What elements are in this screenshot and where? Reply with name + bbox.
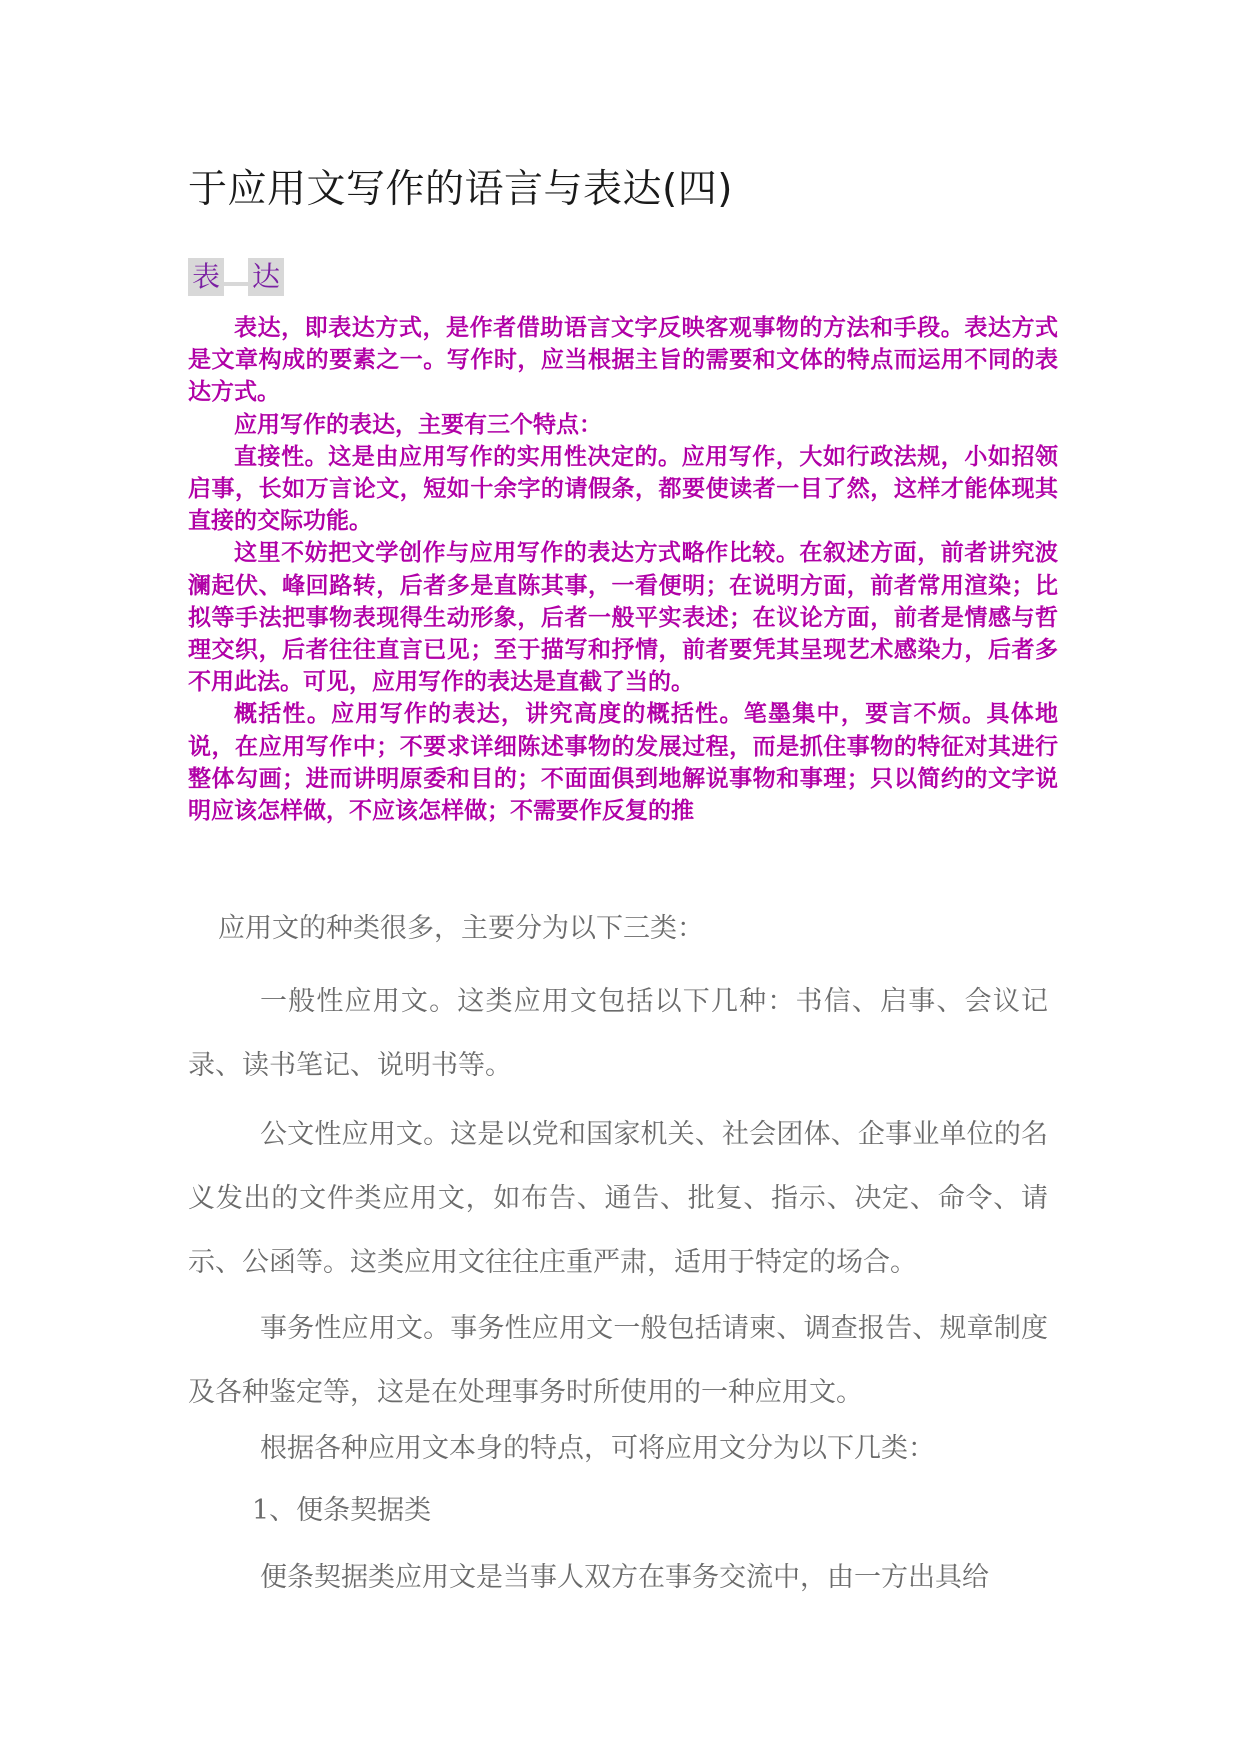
paragraph-affairs-type: 事务性应用文。事务性应用文一般包括请柬、调查报告、规章制度及各种鉴定等，这是在处理事务时所使用的一种应用文。 <box>188 1313 1048 1408</box>
gray-block-affairs <box>188 1297 1048 1425</box>
paragraph-generality: 概括性。应用写作的表达，讲究高度的概括性。笔墨集中，要言不烦。具体地说，在应用写作中；不要求详细陈述事物的发展过程，而是抓住事物的特征对其进行整体勾画；进而讲明原委和目的；不面面俱到地解说事物和事理；只以简约的文字说明应该怎样做，不应该怎样做；不需要作反复的推 <box>188 700 1058 825</box>
document-title: 于应用文写作的语言与表达(四) <box>188 167 733 212</box>
gray-block-classify <box>188 1426 1048 1465</box>
gray-block-intro <box>188 906 1048 945</box>
paragraph-general-type: 一般性应用文。这类应用文包括以下几种：书信、启事、会议记录、读书笔记、说明书等。 <box>188 986 1048 1081</box>
paragraph-item1-desc: 便条契据类应用文是当事人双方在事务交流中，由一方出具给 <box>260 1562 989 1593</box>
purple-text-block <box>188 312 1058 827</box>
paragraph-official-type: 公文性应用文。这是以党和国家机关、社会团体、企事业单位的名义发出的文件类应用文，如布告、通告、批复、指示、决定、命令、请示、公函等。这类应用文往往庄重严肃，适用于特定的场合。 <box>188 1119 1048 1278</box>
paragraph-directness: 直接性。这是由应用写作的实用性决定的。应用写作，大如行政法规，小如招领启事，长如万言论文，短如十余字的请假条，都要使读者一目了然，这样才能体现其直接的交际功能。 <box>188 442 1058 535</box>
paragraph-comparison: 这里不妨把文学创作与应用写作的表达方式略作比较。在叙述方面，前者讲究波澜起伏、峰回路转，后者多是直陈其事，一看便明；在说明方面，前者常用渲染；比拟等手法把事物表现得生动形象，后者一般平实表述；在议论方面，前者是情感与哲理交织，后者往往直言已见；至于描写和抒情，前者要凭其呈现艺术感染力，后者多不用此法。可见，应用写作的表达是直截了当的。 <box>188 539 1058 696</box>
heading-char-1: 表 <box>188 258 224 296</box>
paragraph-types-intro: 应用文的种类很多，主要分为以下三类： <box>218 913 704 944</box>
section-heading <box>188 258 284 296</box>
list-item-1: 1、便条契据类 <box>252 1495 432 1526</box>
gray-block-official <box>188 1103 1048 1295</box>
gray-block-item1 <box>188 1488 1048 1527</box>
paragraph-features-intro: 应用写作的表达，主要有三个特点： <box>234 410 602 438</box>
gray-block-general <box>188 970 1048 1098</box>
paragraph-classify: 根据各种应用文本身的特点，可将应用文分为以下几类： <box>260 1433 935 1464</box>
gray-block-item1-desc <box>188 1555 1048 1594</box>
heading-char-2: 达 <box>248 258 284 296</box>
paragraph-definition: 表达，即表达方式，是作者借助语言文字反映客观事物的方法和手段。表达方式是文章构成的要素之一。写作时，应当根据主旨的需要和文体的特点而运用不同的表达方式。 <box>188 314 1058 406</box>
